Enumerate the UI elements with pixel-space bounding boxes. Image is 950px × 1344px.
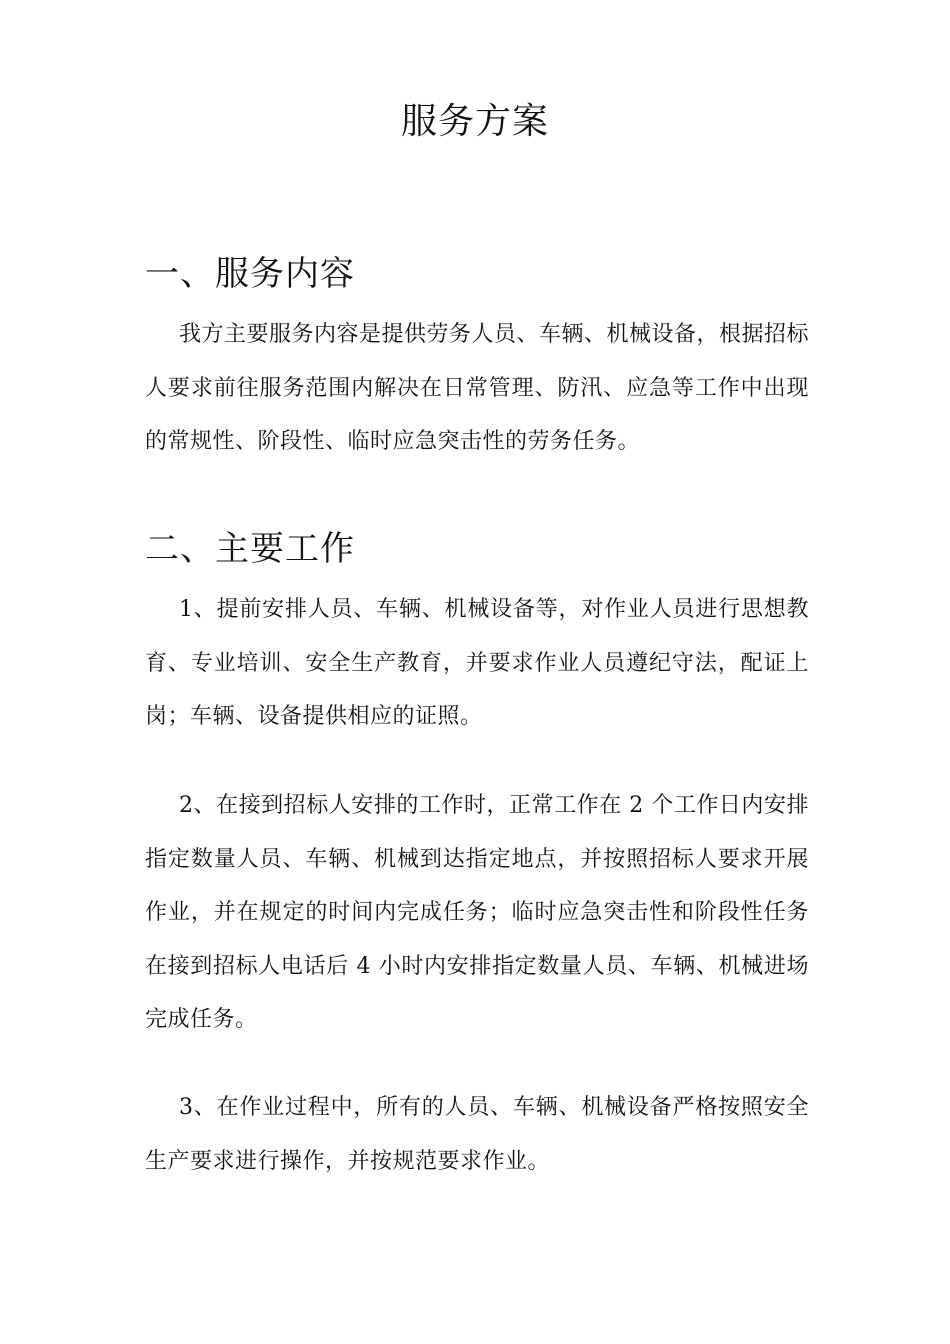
section-heading-service-content: 一、服务内容	[145, 254, 355, 294]
paragraph-main-work-1: 1、提前安排人员、车辆、机械设备等，对作业人员进行思想教育、专业培训、安全生产教育，并要求作业人员遵纪守法，配证上岗；车辆、设备提供相应的证照。	[145, 597, 809, 729]
paragraph-main-work-2: 2、在接到招标人安排的工作时，正常工作在 2 个工作日内安排指定数量人员、车辆、机械到达指定地点，并按照招标人要求开展作业，并在规定的时间内完成任务；临时应急突击性和阶段性任务在接到招标人电话后 4 小时内安排指定数量人员、车辆、机械进场完成任务。	[145, 793, 809, 1032]
document-title: 服务方案	[400, 101, 549, 142]
section-heading-main-work: 二、主要工作	[145, 529, 355, 569]
paragraph-main-work-3: 3、在作业过程中，所有的人员、车辆、机械设备严格按照安全生产要求进行操作，并按规范要求作业。	[145, 1095, 809, 1174]
paragraph-service-content: 我方主要服务内容是提供劳务人员、车辆、机械设备，根据招标人要求前往服务范围内解决在日常管理、防汛、应急等工作中出现的常规性、阶段性、临时应急突击性的劳务任务。	[145, 322, 810, 454]
